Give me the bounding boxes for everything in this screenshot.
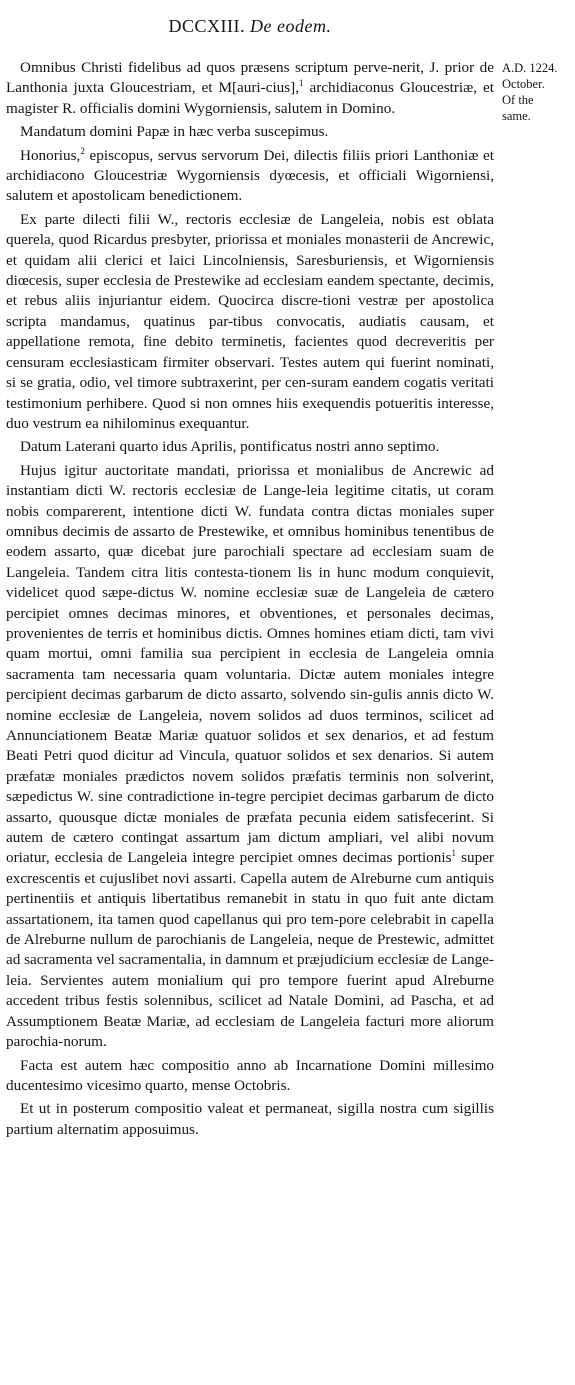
text-run: Facta est autem hæc compositio anno ab Incarnatione Domini millesimo ducentesimo vicesimo quarto, mense Octobris. xyxy=(6,1056,494,1094)
document-heading xyxy=(0,16,500,37)
paragraph-complaint xyxy=(6,210,494,434)
text-run: Mandatum domini Papæ in hæc verba suscepimus. xyxy=(20,123,329,141)
document-body xyxy=(6,58,494,1143)
margin-date: A.D. 1224. xyxy=(502,61,558,75)
paragraph-honorius xyxy=(6,146,494,207)
paragraph-datum xyxy=(6,437,494,457)
text-run: archidiaconus Gloucestriæ, et magister R. officialis domini Wygorniensis, salutem in Domino. xyxy=(6,79,494,117)
margin-subject-line-2: same. xyxy=(502,109,531,123)
heading-title: De eodem. xyxy=(250,16,332,36)
margin-month: October. xyxy=(502,77,545,91)
text-run: super excrescentis et cujuslibet novi assarti. Capella autem de Alreburne cum antiquis pertinentiis et antiquis libertatibus remanebit in statu in quo fuit ante dictam assartationem, ita tamen quod capellanus qui pro tem-pore celebrabit in capella de Alreburne nullum de parochianis de Langeleia, neque de Prestewic, admittet ad sacramenta vel sacramentalia, in damnum et præjudicium ecclesiæ de Lange-leia. Servientes autem monialium qui pro tempore fuerint apud Alreburne accedent tribus festis solennibus, scilicet ad Natale Domini, ad Pascha, et ad Assumptionem Beatæ Mariæ, ad ecclesiam de Langeleia facturi more aliorum parochia-norum. xyxy=(6,849,494,1051)
paragraph-composition xyxy=(6,461,494,1053)
text-run: Omnibus Christi fidelibus ad quos præsens scriptum perve-nerit, J. prior de Lanthonia juxta Gloucestriam, et M[auri-cius], xyxy=(6,59,494,97)
footnote-marker: 2 xyxy=(80,145,85,156)
text-run: Hujus igitur auctoritate mandati, priorissa et monialibus de Ancrewic ad instantiam dicti W. rectoris ecclesiæ de Lange-leia legitime citatis, ut coram nobis comparerent, intentione dicti W. fundata contra dictas moniales super omnibus decimis de assarto de Prestewike, et omnibus hominibus tenentibus de eodem assarto, quæ dicebat jure parochiali spectare ad ecclesiam suam de Langeleia. Tandem citra litis contesta-tionem lis in hunc modum conquievit, videlicet quod sæpe-dictus W. nomine ecclesiæ suæ de Langeleia de cætero percipiet omnes decimas minores, et obventiones, et personales decimas, provenientes de terris et hominibus dictis. Omnes homines etiam dicti, tam vivi quam mortui, omni familia sua percipient in ecclesia de Langeleia omnia sacramenta tam necessaria quam voluntaria. Dictæ autem moniales integre percipient decimas garbarum de dicto assarto, solvendo sin-gulis annis dicto W. nomine ecclesiæ de Langeleia, novem solidos ad duos terminos, scilicet ad Annunciationem Beatæ Mariæ quatuor solidos et sex denarios, et ad festum Beati Petri quod dicitur ad Vincula, quatuor solidos et sex denarios. Si autem præfatæ moniales prædictos novem solidos præfatis terminis non solverint, sæpedictus W. sine contradictione in-tegre percipiet decimas garbarum de dicto assarto, quousque dictæ moniales de præfata pecunia eidem satisfecerint. Si autem de cætero contingat assartum jam dictum ampliari, vel alibi novum oriatur, ecclesia de Langeleia integre percipiet omnes decimas portionis xyxy=(6,461,494,867)
footnote-marker: 1 xyxy=(299,78,304,89)
paragraph-date xyxy=(6,1056,494,1097)
text-run: episcopus, servus servorum Dei, dilectis filiis priori Lanthoniæ et archidiacono Gloucestriæ Wygorniensis dyœcesis, et officiali Wigorniensi, salutem et apostolicam benedictionem. xyxy=(6,146,494,205)
margin-note xyxy=(502,60,574,124)
text-run: Et ut in posterum compositio valeat et permaneat, sigilla nostra cum sigillis partium alternatim apposuimus. xyxy=(6,1100,494,1138)
paragraph-sealing xyxy=(6,1099,494,1140)
footnote-marker: 1 xyxy=(451,848,456,859)
text-run: Ex parte dilecti filii W., rectoris ecclesiæ de Langeleia, nobis est oblata querela, quod Ricardus presbyter, priorissa et moniales monasterii de Ancrewic, et quidam alii clerici et laici Lincolniensis, Saresburiensis, et Wigorniensis diœcesis, super ecclesia de Prestewike ad ecclesiam eandem spectante, decimis, et rebus aliis injuriantur eidem. Quocirca discre-tioni vestræ per apostolica scripta mandamus, quatinus par-tibus convocatis, audiatis causam, et appellatione remota, fine debito terminetis, facientes quod decreveritis per censuram ecclesiasticam firmiter observari. Testes autem qui fuerint nominati, si se gratia, odio, vel timore subtraxerint, per cen-suram eandem cogatis veritati testimonium perhibere. Quod si non omnes hiis exequendis potueritis interesse, duo vestrum ea nihilominus exequantur. xyxy=(6,210,494,432)
heading-number: DCCXIII. xyxy=(168,16,246,36)
margin-subject-line-1: Of the xyxy=(502,93,534,107)
paragraph-mandate xyxy=(6,122,494,142)
paragraph-address xyxy=(6,58,494,119)
text-run: Datum Laterani quarto idus Aprilis, pontificatus nostri anno septimo. xyxy=(20,438,440,456)
text-run: Honorius, xyxy=(20,146,81,164)
